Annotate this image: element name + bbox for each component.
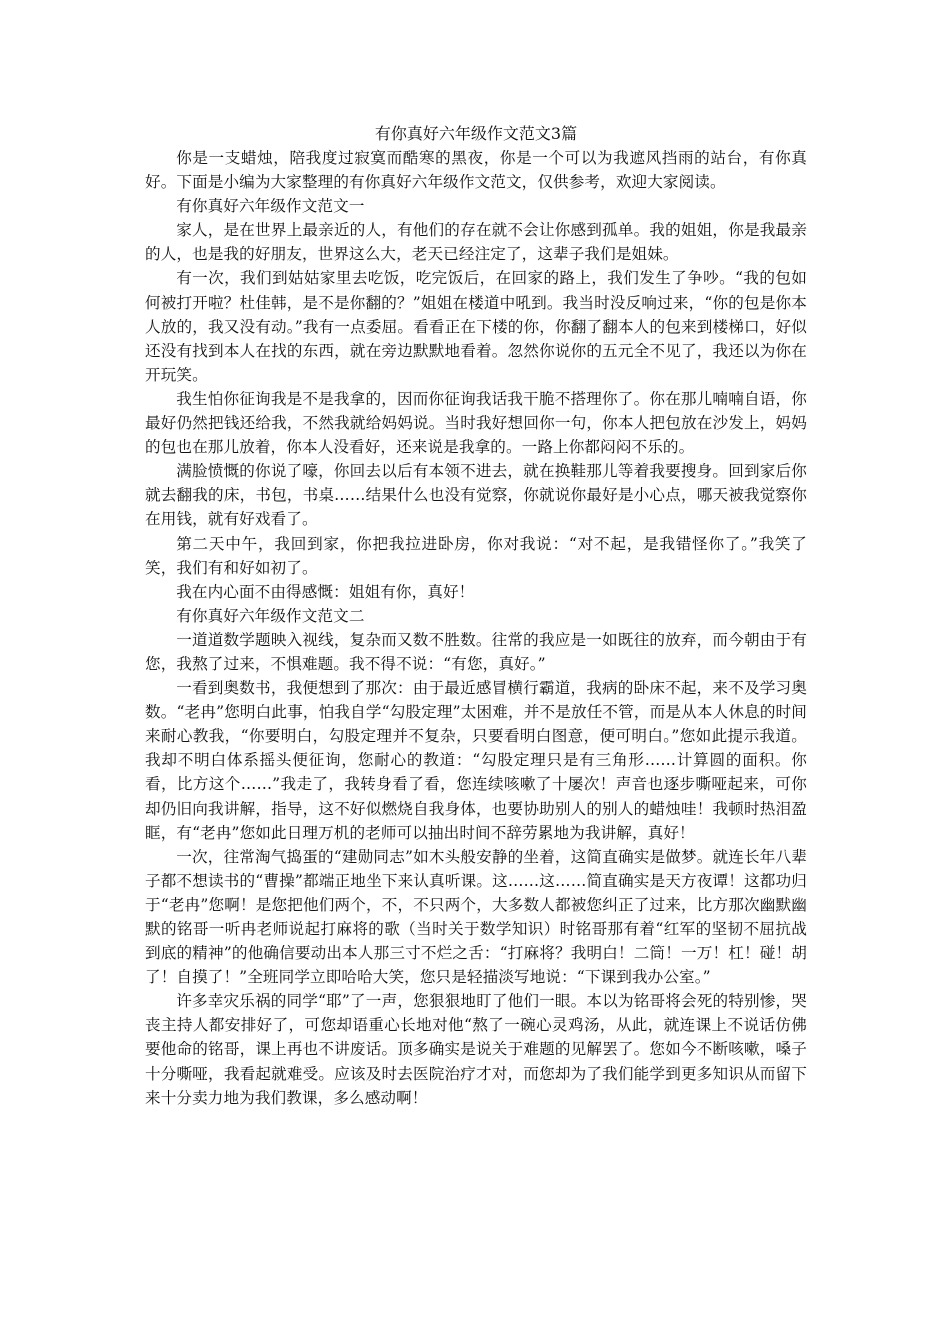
body-paragraph: 一次，往常淘气捣蛋的“建勋同志”如木头般安静的坐着，这简直确实是做梦。就连长年八辈子都不想读书的“曹操”都端正地坐下来认真听课。这……这……简直确实是天方夜谭！这都功归于“老冉”您啊！是您把他们两个，不，不只两个，大多数人都被您纠正了过来，比方那次幽默幽默的铭哥一听冉老师说起打麻将的歌（当时关于数学知识）时铭哥那有着“红军的坚韧不屈抗战到底的精神”的他确信要动出本人那三寸不烂之舌：“打麻将？我明白！二筒！一万！杠！碰！胡了！自摸了！”全班同学立即哈哈大笑，您只是轻描淡写地说：“下课到我办公室。” <box>145 847 807 987</box>
body-paragraph: 有一次，我们到姑姑家里去吃饭，吃完饭后，在回家的路上，我们发生了争吵。“我的包如何被打开啦？杜佳韩，是不是你翻的？”姐姐在楼道中吼到。我当时没反响过来，“你的包是你本人放的，我又没有动。”我有一点委屈。看看正在下楼的你，你翻了翻本人的包来到楼梯口，好似还没有找到本人在找的东西，就在旁边默默地看着。忽然你说你的五元全不见了，我还以为你在开玩笑。 <box>145 269 807 384</box>
document-page <box>145 122 807 1110</box>
document-title: 有你真好六年级作文范文3篇 <box>374 124 578 143</box>
section-heading-2: 有你真好六年级作文范文二 <box>176 606 365 625</box>
body-paragraph: 我生怕你征询我是不是我拿的，因而你征询我话我干脆不搭理你了。你在那儿喃喃自语，你最好仍然把钱还给我，不然我就给妈妈说。当时我好想回你一句，你本人把包放在沙发上，妈妈的包也在那儿放着，你本人没看好，还来说是我拿的。一路上你都闷闷不乐的。 <box>145 389 807 457</box>
body-paragraph: 一看到奥数书，我便想到了那次：由于最近感冒横行霸道，我病的卧床不起，来不及学习奥数。“老冉”您明白此事，怕我自学“勾股定理”太困难，并不是放任不管，而是从本人休息的时间来耐心教我，“你要明白，勾股定理并不复杂，只要看明白图意，便可明白。”您如此提示我道。我却不明白体系摇头便征询，您耐心的教道：“勾股定理只是有三角形……计算圆的面积。你看，比方这个……”我走了，我转身看了看，您连续咳嗽了十屡次！声音也逐步嘶哑起来，可你却仍旧向我讲解，指导，这不好似燃烧自我身体，也要协助别人的别人的蜡烛哇！我顿时热泪盈眶，有“老冉”您如此日理万机的老师可以抽出时间不辞劳累地为我讲解，真好！ <box>145 679 807 842</box>
body-paragraph: 家人，是在世界上最亲近的人，有他们的存在就不会让你感到孤单。我的姐姐，你是我最亲的人，也是我的好朋友，世界这么大，老天已经注定了，这辈子我们是姐妹。 <box>145 221 807 264</box>
body-paragraph: 第二天中午，我回到家，你把我拉进卧房，你对我说：“对不起，是我错怪你了。”我笑了笑，我们有和好如初了。 <box>145 534 807 577</box>
body-paragraph: 我在内心面不由得感慨：姐姐有你，真好！ <box>176 582 475 601</box>
intro-paragraph: 你是一支蜡烛，陪我度过寂寞而酷寒的黑夜，你是一个可以为我遮风挡雨的站台，有你真好。下面是小编为大家整理的有你真好六年级作文范文，仅供参考，欢迎大家阅读。 <box>145 149 807 192</box>
body-paragraph: 满脸愤慨的你说了嚎，你回去以后有本领不进去，就在换鞋那儿等着我要搜身。回到家后你就去翻我的床，书包，书桌……结果什么也没有觉察，你就说你最好是小心点，哪天被我觉察你在用钱，就有好戏看了。 <box>145 462 807 529</box>
section-heading-1: 有你真好六年级作文范文一 <box>176 197 365 216</box>
body-paragraph: 一道道数学题映入视线，复杂而又数不胜数。往常的我应是一如既往的放弃，而今朝由于有您，我熬了过来，不惧难题。我不得不说：“有您，真好。” <box>145 630 807 673</box>
body-paragraph: 许多幸灾乐祸的同学“耶”了一声，您狠狠地盯了他们一眼。本以为铭哥将会死的特别惨，哭丧主持人都安排好了，可您却语重心长地对他“熬了一碗心灵鸡汤，从此，就连课上不说话仿佛要他命的铭哥，课上再也不讲废话。顶多确实是说关于难题的见解罢了。您如今不断咳嗽，嗓子十分嘶哑，我看起就难受。应该及时去医院治疗才对，而您却为了我们能学到更多知识从而留下来十分卖力地为我们教课，多么感动啊！ <box>145 992 807 1107</box>
